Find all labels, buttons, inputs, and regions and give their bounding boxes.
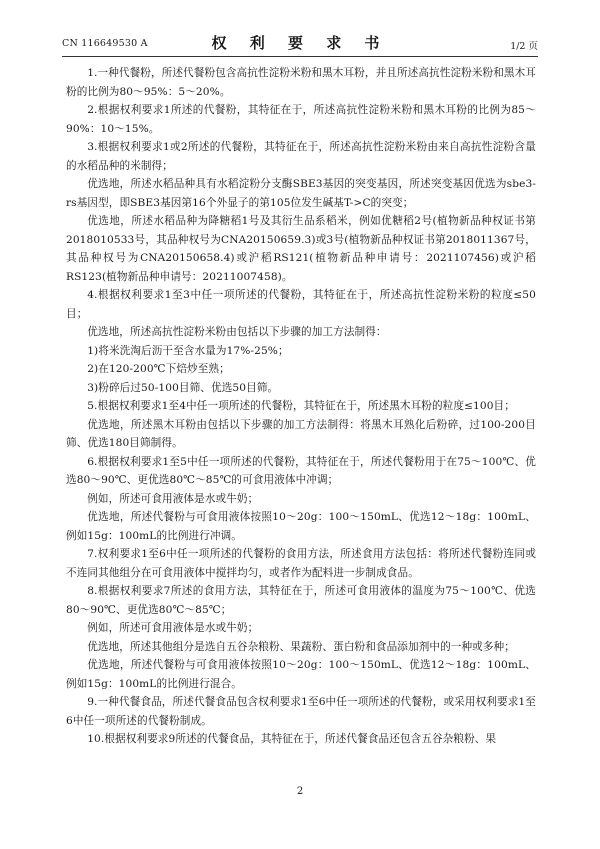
claim-8-example: 例如，所述可食用液体是水或牛奶； (87, 622, 259, 634)
claim-6: 6.根据权利要求1至5中任一项所述的代餐粉，其特征在于，所述代餐粉用于在75～100℃、优选80～90℃、更优选80℃～85℃的可食用液体中冲调； (66, 455, 536, 486)
claim-8-preferred-components: 优选地，所述其他组分是选自五谷杂粮粉、果蔬粉、蛋白粉和食品添加剂中的一种或多种； (87, 640, 515, 653)
page-header (62, 28, 538, 54)
claim-7: 7.权利要求1至6中任一项所述的代餐粉的食用方法，所述食用方法包括：将所述代餐粉连同或不连同其他组分在可食用液体中搅拌均匀，或者作为配料进一步制成食品。 (66, 548, 536, 579)
claim-4-step-2: 2)在120-200℃下焙炒至熟； (87, 363, 230, 375)
claim-9: 9.一种代餐食品，所述代餐食品包含权利要求1至6中任一项所述的代餐粉，或采用权利要求1至6中任一项所述的代餐粉制成。 (66, 696, 536, 727)
page-indicator: 1/2 页 (510, 41, 538, 52)
claim-6-preferred-ratio: 优选地，所述代餐粉与可食用液体按照10～20g：100～150mL、优选12～18g：100mL、例如15g：100mL的比例进行冲调。 (66, 511, 536, 542)
claim-4-step-1: 1)将米洗淘后沥干至含水量为17%-25%； (87, 344, 289, 357)
claims-body (66, 64, 536, 749)
document-title: 权 利 要 求 书 (211, 34, 389, 52)
claim-3-preferred-gene: 优选地，所述水稻品种具有水稻淀粉分支酶SBE3基因的突变基因，所述突变基因优选为sbe3-rs基因型，即SBE3基因第16个外显子的第105位发生碱基T->C的突变； (66, 178, 536, 209)
claim-5-preferred-method: 优选地，所述黑木耳粉由包括以下步骤的加工方法制得：将黑木耳熟化后粉碎，过100-200目筛、优选180目筛制得。 (66, 418, 536, 449)
document-number: CN 116649530 A (62, 38, 148, 49)
claim-10: 10.根据权利要求9所述的代餐食品，其特征在于，所述代餐食品还包含五谷杂粮粉、果 (87, 733, 497, 745)
claim-4: 4.根据权利要求1至3中任一项所述的代餐粉，其特征在于，所述高抗性淀粉米粉的粒度≤50目； (66, 289, 536, 320)
claim-6-example: 例如，所述可食用液体是水或牛奶； (87, 492, 259, 505)
claim-1: 1.一种代餐粉，所述代餐粉包含高抗性淀粉米粉和黑木耳粉，并且所述高抗性淀粉米粉和黑木耳粉的比例为80～95%：5～20%。 (66, 67, 536, 98)
claim-4-preferred-method: 优选地，所述高抗性淀粉米粉由包括以下步骤的加工方法制得： (87, 326, 387, 338)
header-divider (62, 56, 538, 57)
claim-3: 3.根据权利要求1或2所述的代餐粉，其特征在于，所述高抗性淀粉米粉由来自高抗性淀粉含量的水稻品种的米制得； (66, 141, 536, 172)
claim-8: 8.根据权利要求7所述的食用方法，其特征在于，所述可食用液体的温度为75～100℃、优选80～90℃、更优选80℃～85℃； (66, 585, 536, 616)
claim-3-preferred-variety: 优选地，所述水稻品种为降糖稻1号及其衍生品系稻米，例如优糖稻2号(植物新品种权证书第2018010533号，其品种权号为CNA20150659.3)或3号(植物新品种权证书第2018011367号，其品种权号为CNA20150658.4)或沪稻RS121(植物新品种申请号：2021107456)或沪稻RS123(植物新品种申请号：20211007458)。 (66, 215, 536, 283)
claim-8-preferred-ratio: 优选地，所述代餐粉与可食用液体按照10～20g：100～150mL、优选12～18g：100mL、例如15g：100mL的比例进行混合。 (66, 659, 536, 690)
claim-4-step-3: 3)粉碎后过50-100目筛、优选50目筛。 (87, 381, 279, 394)
claim-5: 5.根据权利要求1至4中任一项所述的代餐粉，其特征在于，所述黑木耳粉的粒度≤100目； (87, 400, 515, 412)
claim-2: 2.根据权利要求1所述的代餐粉，其特征在于，所述高抗性淀粉米粉和黑木耳粉的比例为85～90%：10～15%。 (66, 104, 536, 135)
page-number: 2 (296, 786, 304, 797)
